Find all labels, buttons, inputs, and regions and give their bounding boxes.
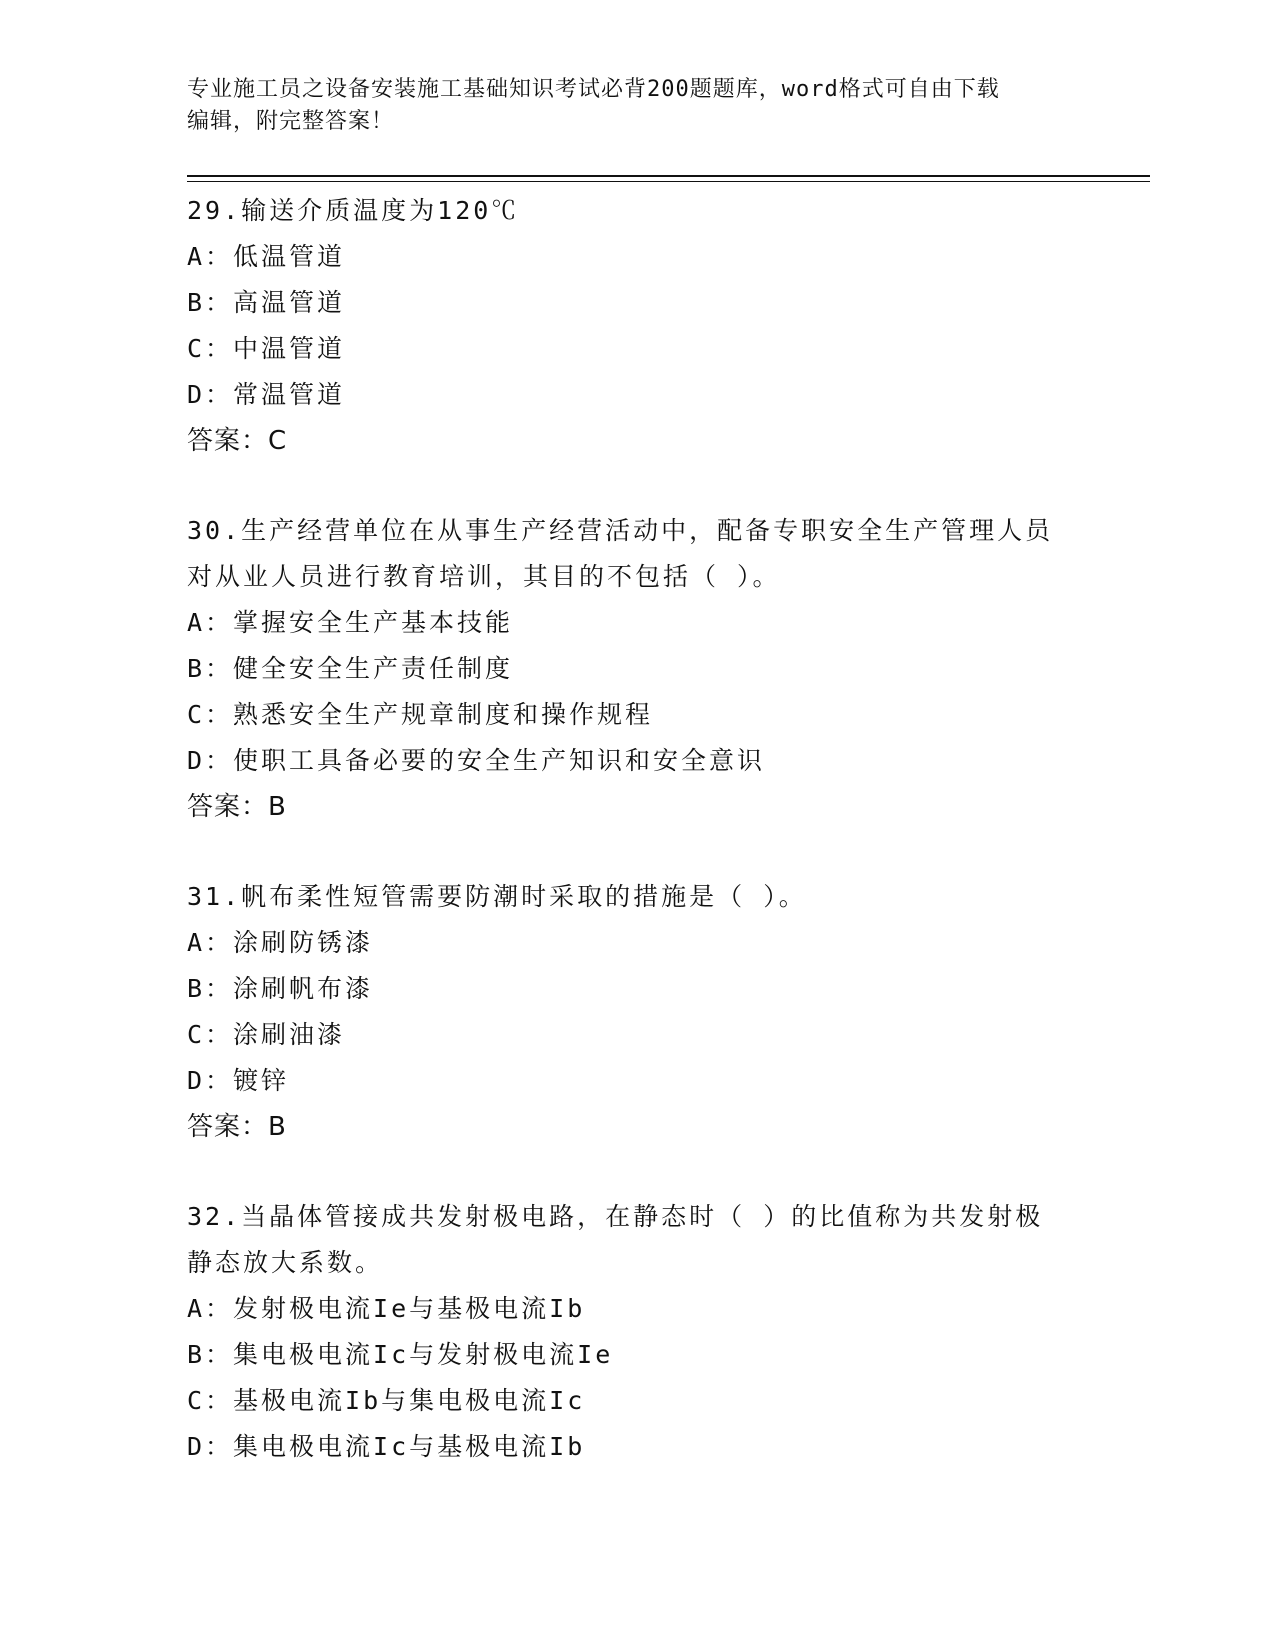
question-31 <box>187 874 1087 1150</box>
option-c: C：涂刷油漆 <box>187 1020 346 1049</box>
option-b: B：涂刷帆布漆 <box>187 974 374 1003</box>
answer: 答案：C <box>187 426 288 456</box>
document-header <box>187 74 1087 138</box>
spacer <box>187 464 1087 508</box>
answer: 答案：B <box>187 792 287 822</box>
question-stem: 30.生产经营单位在从事生产经营活动中，配备专职安全生产管理人员 <box>187 516 1054 545</box>
answer: 答案：B <box>187 1112 287 1142</box>
header-line-1: 专业施工员之设备安装施工基础知识考试必背200题题库，word格式可自由下载 <box>187 77 1000 102</box>
option-a: A：掌握安全生产基本技能 <box>187 608 514 637</box>
option-c: C：基极电流Ib与集电极电流Ic <box>187 1386 586 1415</box>
option-c: C：中温管道 <box>187 334 346 363</box>
question-29 <box>187 188 1087 464</box>
option-a: A：涂刷防锈漆 <box>187 928 374 957</box>
option-a: A：发射极电流Ie与基极电流Ib <box>187 1294 586 1323</box>
question-stem: 31.帆布柔性短管需要防潮时采取的措施是（ ）。 <box>187 882 807 911</box>
question-stem: 29.输送介质温度为120℃ <box>187 196 520 225</box>
option-d: D：集电极电流Ic与基极电流Ib <box>187 1432 586 1461</box>
option-d: D：常温管道 <box>187 380 346 409</box>
option-b: B：集电极电流Ic与发射极电流Ie <box>187 1340 614 1369</box>
question-stem: 32.当晶体管接成共发射极电路，在静态时（ ）的比值称为共发射极 <box>187 1202 1044 1231</box>
question-stem-continued: 静态放大系数。 <box>187 1248 384 1277</box>
question-32 <box>187 1194 1087 1470</box>
header-divider-thin <box>187 181 1150 182</box>
option-d: D：使职工具备必要的安全生产知识和安全意识 <box>187 746 766 775</box>
header-line-2: 编辑，附完整答案！ <box>187 109 395 134</box>
option-b: B：高温管道 <box>187 288 346 317</box>
spacer <box>187 1150 1087 1194</box>
option-a: A：低温管道 <box>187 242 346 271</box>
question-stem-continued: 对从业人员进行教育培训，其目的不包括（ ）。 <box>187 562 781 591</box>
spacer <box>187 830 1087 874</box>
option-b: B：健全安全生产责任制度 <box>187 654 514 683</box>
question-list <box>187 188 1087 1470</box>
header-divider-thick <box>187 175 1150 177</box>
question-30 <box>187 508 1087 830</box>
option-c: C：熟悉安全生产规章制度和操作规程 <box>187 700 654 729</box>
option-d: D：镀锌 <box>187 1066 290 1095</box>
